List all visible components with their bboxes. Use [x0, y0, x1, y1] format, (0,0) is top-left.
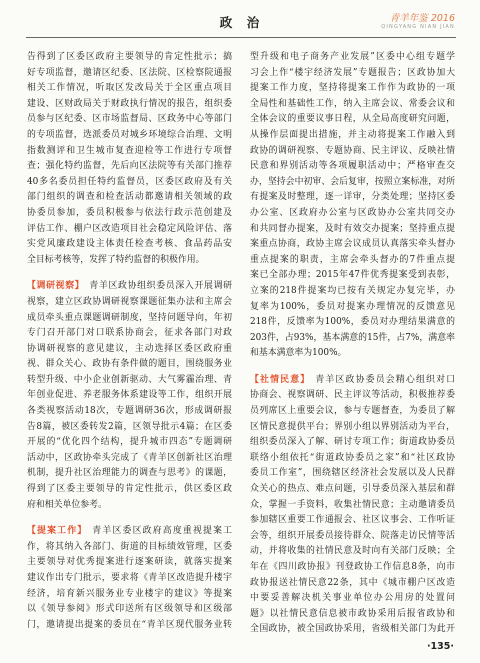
text-line: 指数测评和卫生城市复查迎检等工作进行专项督 [27, 145, 232, 156]
text-line: 视、群众关心、政协有条件做的题目，围绕服务业 [27, 359, 232, 370]
text-line: 全局性和基础性工作，纳入主席会议、常委会议和 [250, 98, 455, 109]
text-line: 相关工作情况，听取区发改局关于全区重点项目 [27, 83, 232, 94]
text-line-content: 青羊区政协组织委员深入开展调研 [89, 281, 233, 292]
section-heading: 【提案工作】 [27, 526, 88, 537]
text-line: 转型升级、中小企业创新驱动、大气雾霾治理、青 [27, 374, 232, 385]
text-line: 有提案及时整理，逐一详审，分类处理；坚持区委 [250, 192, 455, 203]
text-line: 和基本满意率为100%。 [250, 348, 347, 359]
text-line: 动，并将收集的社情民意及时向有关部门反映；全 [250, 546, 455, 557]
text-line: 门，邀请提出提案的委员在“青羊区现代服务业转 [27, 619, 232, 630]
text-line: 以《领导参阅》形式印送所有区级领导和区级部 [27, 604, 232, 615]
text-line: 218件，反馈率为100%，委员对办理结果满意的 [250, 317, 455, 328]
section-heading: 【社情民意】 [250, 374, 311, 385]
text-line: 协调研视察的意见建议，主动选择区委区政府重 [27, 343, 232, 354]
text-line-content: 青羊区政协委员会精心组织对口 [315, 374, 456, 385]
text-line: 203件，占93%，基本满意的15件，占7%，满意率 [250, 332, 455, 343]
left-column [27, 50, 232, 633]
text-line: 告得到了区委区政府主要领导的肯定性批示；搞 [27, 52, 232, 62]
text-line: 中要妥善解决机关事业单位办公用房的处置问 [250, 593, 455, 604]
text-line: 部门组织的调查和检查活动都邀请相关领域的政 [27, 192, 232, 203]
text-line: 协委员参加，委员积极参与依法行政示范创建及 [27, 207, 232, 218]
yearbook-pinyin: QINGYANG NIAN JIAN [381, 24, 455, 30]
text-line: 年在《四川政协报》刊登政协工作信息8条，向市 [250, 562, 455, 572]
text-line-content: 青羊区委区政府高度重视提案工 [92, 526, 233, 537]
text-line: 立案的218件提案均已按有关规定办复完毕，办 [250, 285, 455, 296]
text-line: 评估工作、棚户区改造项目社会稳定风险评估、落 [27, 223, 232, 234]
text-line: 型升级和电子商务产业发展”区委中心组专题学 [250, 52, 455, 62]
page-number: ·135· [426, 641, 454, 652]
text-line [250, 373, 455, 389]
text-line: 员参与区纪委、区市场监督局、区政务中心等部门 [27, 114, 232, 125]
text-line: 习会上作“楼宇经济发展”专题报告；区政协加大 [250, 67, 455, 78]
text-line: 案已全部办理；2015年47件优秀提案受到表彰， [250, 270, 455, 281]
text-line: 全体会议的重要议事日程，从全局高度研究问题， [250, 114, 455, 125]
text-line: 开展的“优化四个结构，提升城市四态”专题调研 [27, 437, 232, 448]
text-line: 经济，培育新兴服务业专业楼宇的建议》等提案 [27, 588, 232, 599]
text-line: 实党风廉政建设主体责任检查考核、食品药品安 [27, 239, 232, 250]
text-line: 各类视察活动18次，专题调研36次，形成调研报 [27, 406, 232, 417]
text-line: 办公室、区政府办公室与区政协办公室共同交办 [250, 207, 455, 218]
text-line: 区情民意提供平台；界别小组以界别活动为平台， [250, 421, 455, 432]
paragraph [250, 50, 455, 362]
text-line: 专门召开部门对口联系协商会，征求各部门对政 [27, 328, 232, 339]
text-line: 好专项监督，邀请区纪委、区法院、区检察院通报 [27, 67, 232, 78]
text-line: 提案工作力度，坚持将提案工作作为政协的一项 [250, 83, 455, 94]
paragraph [27, 524, 232, 633]
text-line: 活动中，区政协牵头完成了《青羊区创新社区治理 [27, 452, 232, 463]
text-line: 题》以社情民意信息被市政协采用后报省政协和 [250, 608, 455, 619]
text-line: 重点提案的职责，主席会牵头督办的7件重点提 [250, 254, 455, 265]
text-line [27, 524, 232, 540]
text-line: 办，坚持会中初审、会后复审，按照立案标准，对所 [250, 176, 455, 187]
text-line: 告8篇，被区委转发2篇，区领导批示4篇；在区委 [27, 421, 232, 432]
text-line: 和共同督办提案，及时有效交办提案；坚持重点提 [250, 223, 455, 234]
text-line: 查；强化特约监督，先后向区法院等有关部门推荐 [27, 161, 232, 172]
paragraph [27, 279, 232, 513]
text-line: 从操作层面提出措施，并主动将提案工作融入到 [250, 129, 455, 140]
text-line: 众关心的热点、难点问题，引导委员深入基层和群 [250, 484, 455, 495]
text-line: 全国政协，被全国政协采用，省级相关部门为此开 [250, 624, 455, 635]
text-line: 机制，提升社区治理能力的调查与思考》的课题， [27, 468, 232, 479]
section-heading: 【调研视察】 [27, 281, 85, 292]
text-line: 建议作出专门批示，要求将《青羊区改造提升楼宇 [27, 573, 232, 583]
text-line: 成员牵头重点课题调研制度，坚持问题导向，年初 [27, 312, 232, 323]
yearbook-title: 青羊年鉴 2016 [389, 13, 455, 24]
text-line: 委员工作室”，围绕辖区经济社会发展以及人民群 [250, 468, 455, 479]
text-line: 参加辖区重要工作通报会、社区议事会、工作听证 [250, 515, 455, 526]
paragraph [250, 373, 455, 638]
text-line: 全目标考核等，发挥了特约监督的积极作用。 [27, 254, 205, 265]
text-line: 协商会、视察调研、民主评议等活动，积极推荐委 [250, 390, 455, 401]
text-line: 得到了区委主要领导的肯定性批示，供区委区政 [27, 484, 232, 495]
text-line: 组织委员深入了解、研讨专项工作；街道政协委员 [250, 437, 455, 448]
text-line: 40多名委员担任特约监督员，区委区政府及有关 [27, 176, 232, 187]
text-line: 众，掌握一手资料，收集社情民意；主动邀请委员 [250, 499, 455, 510]
text-line: 会等，组织开展委员接待群众、院落走访民情等活 [250, 530, 455, 541]
text-line: 年创业促进、养老服务体系建设等工作，组织开展 [27, 390, 232, 401]
right-column [250, 50, 455, 638]
header-rule [26, 37, 456, 38]
text-line: 建设、区财政局关于财政执行情况的报告，组织委 [27, 98, 232, 109]
text-line: 政协报送社情民意22条，其中《城市棚户区改造 [250, 577, 455, 588]
text-line: 案重点协商，政协主席会议成员认真落实牵头督办 [250, 239, 455, 250]
text-line: 复率为100%，委员对提案办理情况的反馈意见 [250, 301, 455, 312]
text-line: 府和相关单位参考。 [27, 499, 107, 510]
text-line: 的专项监督，选派委员对城乡环境综合治理、文明 [27, 129, 232, 140]
section-title: 政 治 [219, 15, 261, 30]
paragraph [27, 50, 232, 268]
text-line: 员列席区上重要会议，参与专题督查，为委员了解 [250, 406, 455, 417]
text-line: 联络小组依托“街道政协委员之家”和“社区政协 [250, 452, 455, 463]
text-line: 民意和界别活动等各项履职活动中；严格审查交 [250, 161, 455, 172]
text-line [27, 279, 232, 295]
text-line: 政协的调研视察、专题协商、民主评议、反映社情 [250, 145, 455, 156]
text-line: 主要领导对优秀提案进行逐案研读，就落实提案 [27, 557, 232, 568]
text-line: 作，将其纳入各部门、街道的目标绩效管理，区委 [27, 541, 232, 552]
text-line: 视察，建立区政协调研视察课题征集办法和主席会 [27, 296, 232, 307]
